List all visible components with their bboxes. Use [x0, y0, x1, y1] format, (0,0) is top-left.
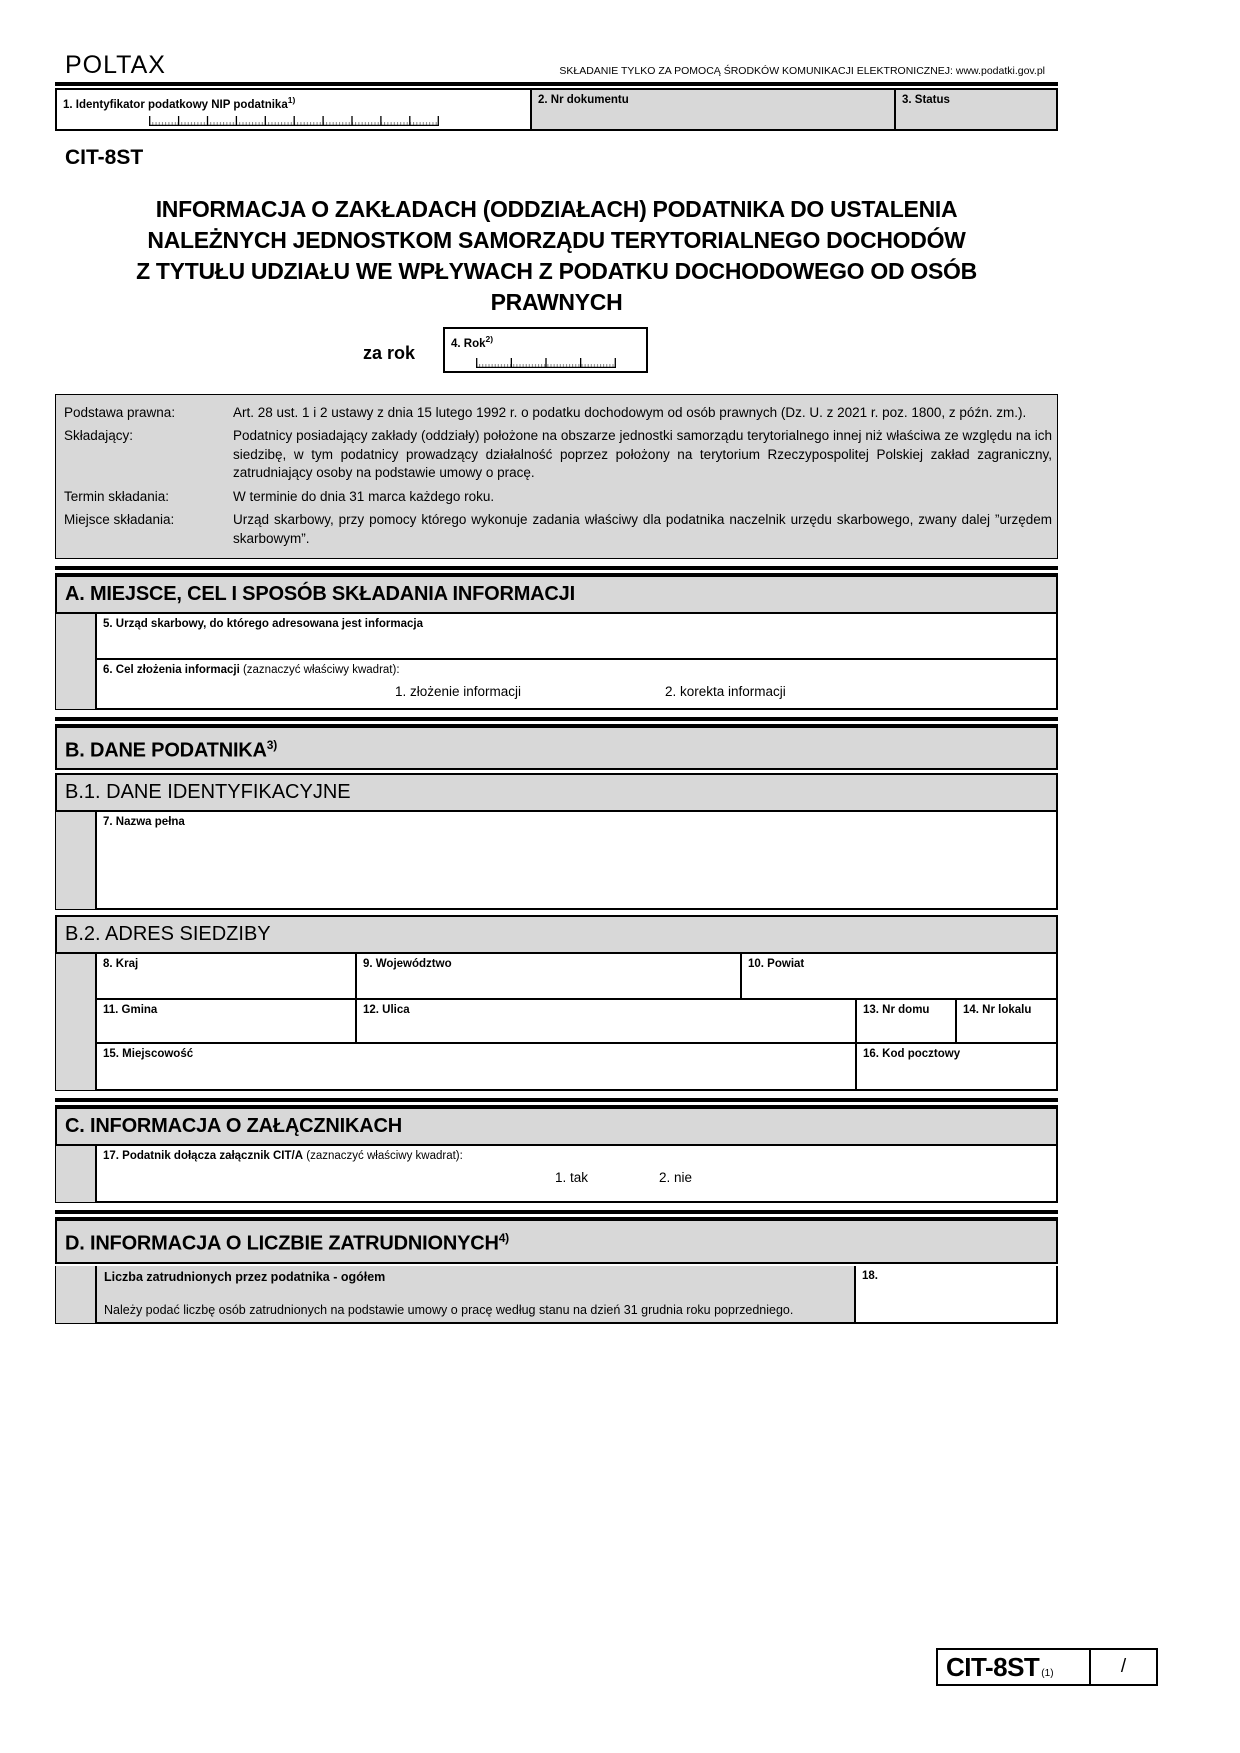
section-b1-body — [55, 812, 1058, 910]
legal-info-box — [55, 394, 1058, 559]
footnote-3-marker: 3) — [266, 737, 278, 752]
footnote-1-marker: 1) — [287, 95, 296, 105]
field-15-label: 15. Miejscowość — [103, 1048, 194, 1061]
legal-row-label: Podstawa prawna: — [64, 404, 176, 420]
employment-count-note: Należy podać liczbę osób zatrudnionych na podstawie umowy o pracę według stanu na dzień 31 grudnia roku poprzedniego. — [104, 1302, 794, 1317]
nip-field[interactable] — [57, 90, 530, 129]
left-gray-strip — [55, 614, 95, 710]
footnote-2-marker: 2) — [485, 334, 494, 344]
section-divider — [55, 1098, 1058, 1107]
field-13-label: 13. Nr domu — [863, 1004, 930, 1017]
section-divider — [55, 717, 1058, 726]
top-divider — [55, 82, 1058, 86]
legal-row-text: W terminie do dnia 31 marca każdego roku. — [233, 488, 495, 504]
left-gray-strip — [55, 1146, 95, 1203]
footer-version-marker: (1) — [1041, 1668, 1054, 1679]
field-14-label: 14. Nr lokalu — [963, 1004, 1032, 1017]
year-comb-field[interactable] — [476, 355, 616, 368]
field-5-urzad-skarbowy[interactable] — [97, 614, 1056, 658]
left-gray-strip — [55, 812, 95, 910]
field-17-label: 17. Podatnik dołącza załącznik CIT/A (zaznaczyć właściwy kwadrat): — [103, 1150, 463, 1163]
footer-code-cell — [938, 1650, 1091, 1684]
field-6-label: 6. Cel złożenia informacji (zaznaczyć właściwy kwadrat): — [103, 663, 400, 676]
top-header — [55, 0, 1058, 80]
nip-comb-field[interactable] — [149, 113, 439, 126]
field-17-zalacznik-cita[interactable] — [97, 1146, 1056, 1201]
form-title-line: Z TYTUŁU UDZIAŁU WE WPŁYWACH Z PODATKU DOCHODOWEGO OD OSÓB — [136, 258, 977, 284]
option-korekta-informacji[interactable]: 2. korekta informacji — [665, 683, 786, 699]
legal-row — [56, 425, 1057, 486]
field-7-nazwa-pelna[interactable] — [97, 812, 1056, 908]
field-12-label: 12. Ulica — [363, 1004, 410, 1017]
field-15-miejscowosc[interactable] — [97, 1044, 855, 1089]
field-7-label: 7. Nazwa pełna — [103, 816, 185, 829]
section-d-header: D. INFORMACJA O LICZBIE ZATRUDNIONYCH$^{4)}$ — [55, 1219, 1058, 1264]
left-gray-strip — [55, 954, 95, 1091]
section-c-body — [55, 1146, 1058, 1203]
form-code: CIT-8ST — [65, 146, 144, 169]
field-10-powiat[interactable] — [740, 954, 1056, 998]
form-title-line: NALEŻNYCH JEDNOSTKOM SAMORZĄDU TERYTORIALNEGO DOCHODÓW — [147, 227, 966, 253]
field-9-label: 9. Województwo — [363, 958, 452, 971]
left-gray-strip — [55, 1266, 95, 1324]
form-title-line: INFORMACJA O ZAKŁADACH (ODDZIAŁACH) PODATNIKA DO USTALENIA — [155, 196, 958, 222]
document-number-label: 2. Nr dokumentu — [538, 94, 629, 106]
document-number-field[interactable] — [530, 90, 894, 129]
section-b2-body — [55, 954, 1058, 1091]
year-row — [55, 327, 1058, 374]
employment-count-description — [97, 1266, 854, 1322]
section-divider — [55, 566, 1058, 575]
section-a-body — [55, 614, 1058, 710]
field-16-kod-pocztowy[interactable] — [855, 1044, 1056, 1089]
legal-row — [56, 485, 1057, 509]
e-filing-notice: SKŁADANIE TYLKO ZA POMOCĄ ŚRODKÓW KOMUNIKACJI ELEKTRONICZNEJ: www.podatki.gov.pl — [559, 65, 1045, 77]
section-b-header: B. DANE PODATNIKA$^{3)}$ — [55, 726, 1058, 771]
option-nie[interactable]: 2. nie — [659, 1170, 693, 1186]
field-16-label: 16. Kod pocztowy — [863, 1048, 961, 1061]
footer-form-code-box — [936, 1648, 1158, 1686]
footer-form-code: CIT-8ST — [946, 1652, 1040, 1682]
status-field[interactable] — [894, 90, 1056, 129]
za-rok-label: za rok — [363, 343, 416, 363]
section-a-header: A. MIEJSCE, CEL I SPOSÓB SKŁADANIA INFORMACJI — [55, 575, 1058, 614]
footnote-4-marker: 4) — [498, 1231, 509, 1246]
field-6-options — [103, 677, 1050, 703]
option-tak[interactable]: 1. tak — [555, 1170, 589, 1186]
page-number-box: / — [1120, 1656, 1127, 1677]
field-18-liczba-zatrudnionych[interactable] — [854, 1266, 1056, 1322]
year-field[interactable] — [443, 327, 648, 373]
legal-row-label: Składający: — [64, 428, 134, 443]
legal-row-label: Miejsce składania: — [64, 512, 175, 527]
field-8-kraj[interactable] — [97, 954, 355, 998]
field-11-gmina[interactable] — [97, 1000, 355, 1042]
option-zlozenie-informacji[interactable]: 1. złożenie informacji — [395, 683, 522, 699]
legal-row-text: Art. 28 ust. 1 i 2 ustawy z dnia 15 lutego 1992 r. o podatku dochodowym od osób prawnych (Dz. U. z 2021 r. poz. 1800, z późn. zm.). — [233, 404, 1027, 420]
section-c-header: C. INFORMACJA O ZAŁĄCZNIKACH — [55, 1107, 1058, 1146]
section-b2-header: B.2. ADRES SIEDZIBY — [55, 915, 1058, 954]
field-10-label: 10. Powiat — [748, 958, 805, 971]
field-5-label: 5. Urząd skarbowy, do którego adresowana jest informacja — [103, 617, 423, 630]
field-11-label: 11. Gmina — [103, 1004, 158, 1017]
employment-count-label: Liczba zatrudnionych przez podatnika - ogółem — [104, 1269, 386, 1284]
legal-row — [56, 401, 1057, 425]
section-b1-header: B.1. DANE IDENTYFIKACYJNE — [55, 773, 1058, 812]
form-title-line: PRAWNYCH — [490, 289, 623, 315]
status-label: 3. Status — [902, 94, 950, 106]
form-title — [55, 194, 1058, 318]
field-8-label: 8. Kraj — [103, 958, 139, 971]
year-field-label: 4. Rok$^{2)}$ — [451, 334, 494, 350]
legal-row-text: Urząd skarbowy, przy pomocy którego wykonuje zadania właściwy dla podatnika naczelnik urzędu skarbowego, zwany dalej ”urzędem skarbowym”. — [233, 512, 1052, 546]
field-13-nr-domu[interactable] — [855, 1000, 955, 1042]
legal-row-text: Podatnicy posiadający zakłady (oddziały) położone na obszarze jednostki samorządu terytorialnego innej niż właściwa ze względu na ich siedzibę, w tym podatnicy prowadzący działalność poprzez położony na terytorium Rzeczypospolitej Polskiej zakład zagraniczny, zatrudniający osoby na podstawie umowy o pracę. — [233, 428, 1052, 480]
legal-row — [56, 509, 1057, 551]
field-6-cel-zlozenia[interactable] — [97, 658, 1056, 708]
field-17-options — [103, 1163, 1050, 1189]
field-18-label: 18. — [862, 1269, 878, 1282]
poltax-logo: POLTAX — [65, 51, 166, 79]
section-divider — [55, 1210, 1058, 1219]
field-12-ulica[interactable] — [355, 1000, 855, 1042]
id-fields-row — [55, 88, 1058, 131]
nip-field-label: 1. Identyfikator podatkowy NIP podatnika$^{1)}$ — [63, 95, 296, 111]
legal-row-label: Termin składania: — [64, 488, 170, 504]
field-9-wojewodztwo[interactable] — [355, 954, 740, 998]
field-14-nr-lokalu[interactable] — [955, 1000, 1056, 1042]
cit-8st-form — [55, 0, 1058, 1324]
section-d-body — [55, 1266, 1058, 1324]
